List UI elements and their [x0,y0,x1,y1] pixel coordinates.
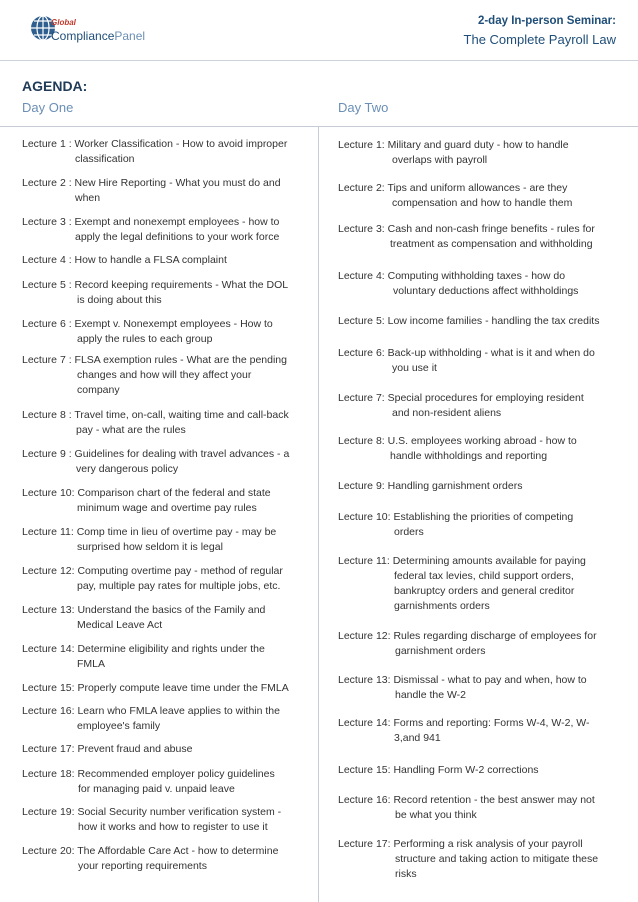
lecture-number: Lecture 1 : [22,138,75,150]
lecture-text-line: Determining amounts available for paying [392,555,586,567]
lecture-text-line: Computing overtime pay - method of regular [77,565,283,577]
day-one-lecture-2 [22,176,281,206]
agenda-title: AGENDA: [22,78,88,94]
day-one-lecture-11 [22,525,276,555]
day-two-lecture-12 [338,629,597,659]
lecture-text-line: for managing paid v. unpaid leave [78,783,235,795]
lecture-text-line: treatment as compensation and withholding [390,238,593,250]
lecture-number: Lecture 2: [338,182,388,194]
lecture-text-line: pay, multiple pay rates for multiple jobs, etc. [77,580,281,592]
lecture-text-line: Guidelines for dealing with travel advances - a [74,448,290,460]
day-one-lecture-18 [22,767,275,797]
day-one-lecture-8 [22,408,289,438]
day-one-lecture-3 [22,215,279,245]
day-one-title: Day One [22,100,74,115]
lecture-text-line: classification [75,153,135,165]
lecture-number: Lecture 20: [22,845,78,857]
lecture-text-line: garnishment orders [395,645,486,657]
day-two-lecture-13 [338,673,587,703]
day-two-lecture-17 [338,837,598,882]
lecture-text-line: you use it [392,362,437,374]
lecture-number: Lecture 14: [22,643,78,655]
lecture-text-line: Rules regarding discharge of employees for [393,630,597,642]
day-one-lecture-9 [22,447,289,477]
lecture-number: Lecture 5 : [22,279,75,291]
lecture-text-line: compensation and how to handle them [392,197,573,209]
day-one-lecture-7 [22,353,287,398]
lecture-text-line: handle the W-2 [395,689,467,701]
lecture-number: Lecture 7 : [22,354,75,366]
lecture-number: Lecture 7: [338,392,388,404]
day-one-lecture-13 [22,603,265,633]
lecture-text-line: Travel time, on-call, waiting time and call-back [74,409,289,421]
lecture-text-line: U.S. employees working abroad - how to [387,435,577,447]
lecture-number: Lecture 9: [338,480,388,492]
lecture-text-line: Record retention - the best answer may not [393,794,595,806]
lecture-text-line: when [75,192,101,204]
lecture-text-line: garnishments orders [394,600,490,612]
lecture-number: Lecture 11: [338,555,393,567]
day-two-lecture-3 [338,222,595,252]
lecture-text-line: minimum wage and overtime pay rules [77,502,257,514]
lecture-text-line: FLSA exemption rules - What are the pending [74,354,287,366]
lecture-text-line: risks [395,868,417,880]
lecture-text-line: Properly compute leave time under the FMLA [77,682,289,694]
logo-name-text [51,29,145,43]
lecture-number: Lecture 12: [338,630,394,642]
seminar-title: The Complete Payroll Law [463,32,616,47]
lecture-text-line: surprised how seldom it is legal [77,541,223,553]
day-two-lecture-7 [338,391,584,421]
lecture-text-line: Comparison chart of the federal and state [77,487,271,499]
lecture-text-line: overlaps with payroll [392,154,488,166]
day-one-lecture-4 [22,253,227,268]
column-divider [318,127,319,902]
lecture-text-line: company [77,384,120,396]
day-one-lecture-10 [22,486,271,516]
header-divider [0,60,638,61]
lecture-text-line: Record keeping requirements - What the DOL [74,279,289,291]
lecture-text-line: your reporting requirements [78,860,207,872]
lecture-text-line: Forms and reporting: Forms W-4, W-2, W- [393,717,590,729]
lecture-number: Lecture 11: [22,526,77,538]
day-two-lecture-16 [338,793,595,823]
lecture-text-line: very dangerous policy [76,463,179,475]
lecture-text-line: How to handle a FLSA complaint [74,254,227,266]
lecture-text-line: apply the rules to each group [77,333,213,345]
day-two-lecture-4 [338,269,578,299]
lecture-number: Lecture 4 : [22,254,75,266]
lecture-number: Lecture 16: [338,794,394,806]
lecture-text-line: FMLA [77,658,106,670]
lecture-text-line: Exempt v. Nonexempt employees - How to [74,318,273,330]
lecture-text-line: Exempt and nonexempt employees - how to [74,216,280,228]
lecture-number: Lecture 10: [22,487,78,499]
lecture-text-line: Worker Classification - How to avoid improper [74,138,288,150]
lecture-text-line: Determine eligibility and rights under the [77,643,265,655]
lecture-text-line: voluntary deductions affect withholdings [393,285,579,297]
logo-panel-text: Panel [114,29,146,43]
lecture-text-line: handle withholdings and reporting [390,450,548,462]
lecture-number: Lecture 5: [338,315,388,327]
lecture-number: Lecture 16: [22,705,78,717]
lecture-text-line: orders [394,526,424,538]
lecture-number: Lecture 2 : [22,177,75,189]
day-two-lecture-2 [338,181,572,211]
lecture-text-line: 3,and 941 [394,732,441,744]
lecture-text-line: Dismissal - what to pay and when, how to [393,674,587,686]
lecture-number: Lecture 17: [338,838,394,850]
day-two-lecture-11 [338,554,586,614]
day-one-lecture-1 [22,137,287,167]
lecture-text-line: federal tax levies, child support orders, [394,570,574,582]
day-one-lecture-20 [22,844,278,874]
day-two-title: Day Two [338,100,389,115]
day-header-divider [0,126,638,127]
lecture-text-line: Military and guard duty - how to handle [387,139,569,151]
seminar-kicker: 2-day In-person Seminar: [477,15,616,27]
lecture-text-line: Back-up withholding - what is it and when do [387,347,595,359]
lecture-number: Lecture 8 : [22,409,75,421]
day-two-lecture-5 [338,314,599,329]
day-one-lecture-12 [22,564,283,594]
day-two-lecture-14 [338,716,590,746]
lecture-number: Lecture 6: [338,347,388,359]
lecture-number: Lecture 15: [22,682,78,694]
day-two-lecture-8 [338,434,577,464]
lecture-text-line: Establishing the priorities of competing [393,511,574,523]
lecture-text-line: pay - what are the rules [76,424,186,436]
lecture-text-line: Tips and uniform allowances - are they [387,182,568,194]
lecture-text-line: employee's family [77,720,161,732]
lecture-number: Lecture 9 : [22,448,75,460]
day-one-lecture-6 [22,317,273,347]
lecture-text-line: Recommended employer policy guidelines [77,768,275,780]
day-one-lecture-17 [22,742,192,757]
lecture-text-line: Cash and non-cash fringe benefits - rules for [387,223,595,235]
day-two-lecture-6 [338,346,595,376]
lecture-text-line: Handling Form W-2 corrections [393,764,539,776]
lecture-number: Lecture 12: [22,565,78,577]
day-two-lecture-15 [338,763,539,778]
day-one-lecture-14 [22,642,265,672]
lecture-number: Lecture 19: [22,806,78,818]
lecture-text-line: New Hire Reporting - What you must do and [74,177,281,189]
day-two-lecture-1 [338,138,569,168]
lecture-text-line: Performing a risk analysis of your payroll [393,838,583,850]
lecture-number: Lecture 3: [338,223,388,235]
lecture-text-line: Low income families - handling the tax credits [387,315,600,327]
lecture-text-line: The Affordable Care Act - how to determine [77,845,279,857]
lecture-text-line: be what you think [395,809,477,821]
lecture-text-line: and non-resident aliens [392,407,502,419]
page-header [0,0,638,62]
day-two-lecture-10 [338,510,573,540]
lecture-text-line: Medical Leave Act [77,619,163,631]
lecture-number: Lecture 13: [22,604,78,616]
lecture-number: Lecture 1: [338,139,388,151]
lecture-number: Lecture 4: [338,270,388,282]
company-logo [29,12,149,46]
lecture-number: Lecture 3 : [22,216,75,228]
lecture-number: Lecture 17: [22,743,78,755]
lecture-text-line: how it works and how to register to use it [78,821,268,833]
lecture-text-line: Understand the basics of the Family and [77,604,266,616]
lecture-text-line: Social Security number verification system - [77,806,282,818]
lecture-number: Lecture 18: [22,768,78,780]
lecture-text-line: Prevent fraud and abuse [77,743,193,755]
lecture-text-line: is doing about this [77,294,162,306]
lecture-text-line: Computing withholding taxes - how do [387,270,566,282]
logo-global-text: Global [51,18,76,27]
lecture-text-line: apply the legal definitions to your work force [75,231,280,243]
day-one-lecture-19 [22,805,281,835]
lecture-text-line: Handling garnishment orders [387,480,523,492]
lecture-number: Lecture 15: [338,764,394,776]
lecture-text-line: changes and how will they affect your [77,369,252,381]
lecture-text-line: Learn who FMLA leave applies to within the [77,705,280,717]
lecture-text-line: Special procedures for employing resident [387,392,584,404]
lecture-number: Lecture 6 : [22,318,75,330]
day-two-lecture-9 [338,479,522,494]
day-one-lecture-5 [22,278,288,308]
lecture-text-line: structure and taking action to mitigate these [395,853,599,865]
lecture-number: Lecture 13: [338,674,394,686]
lecture-text-line: bankruptcy orders and general creditor [394,585,575,597]
lecture-number: Lecture 14: [338,717,394,729]
lecture-text-line: Comp time in lieu of overtime pay - may be [76,526,277,538]
seminar-heading [464,15,616,47]
lecture-number: Lecture 8: [338,435,388,447]
lecture-number: Lecture 10: [338,511,394,523]
day-one-lecture-15 [22,681,289,696]
logo-compliance-text: Compliance [51,29,115,43]
day-one-lecture-16 [22,704,280,734]
